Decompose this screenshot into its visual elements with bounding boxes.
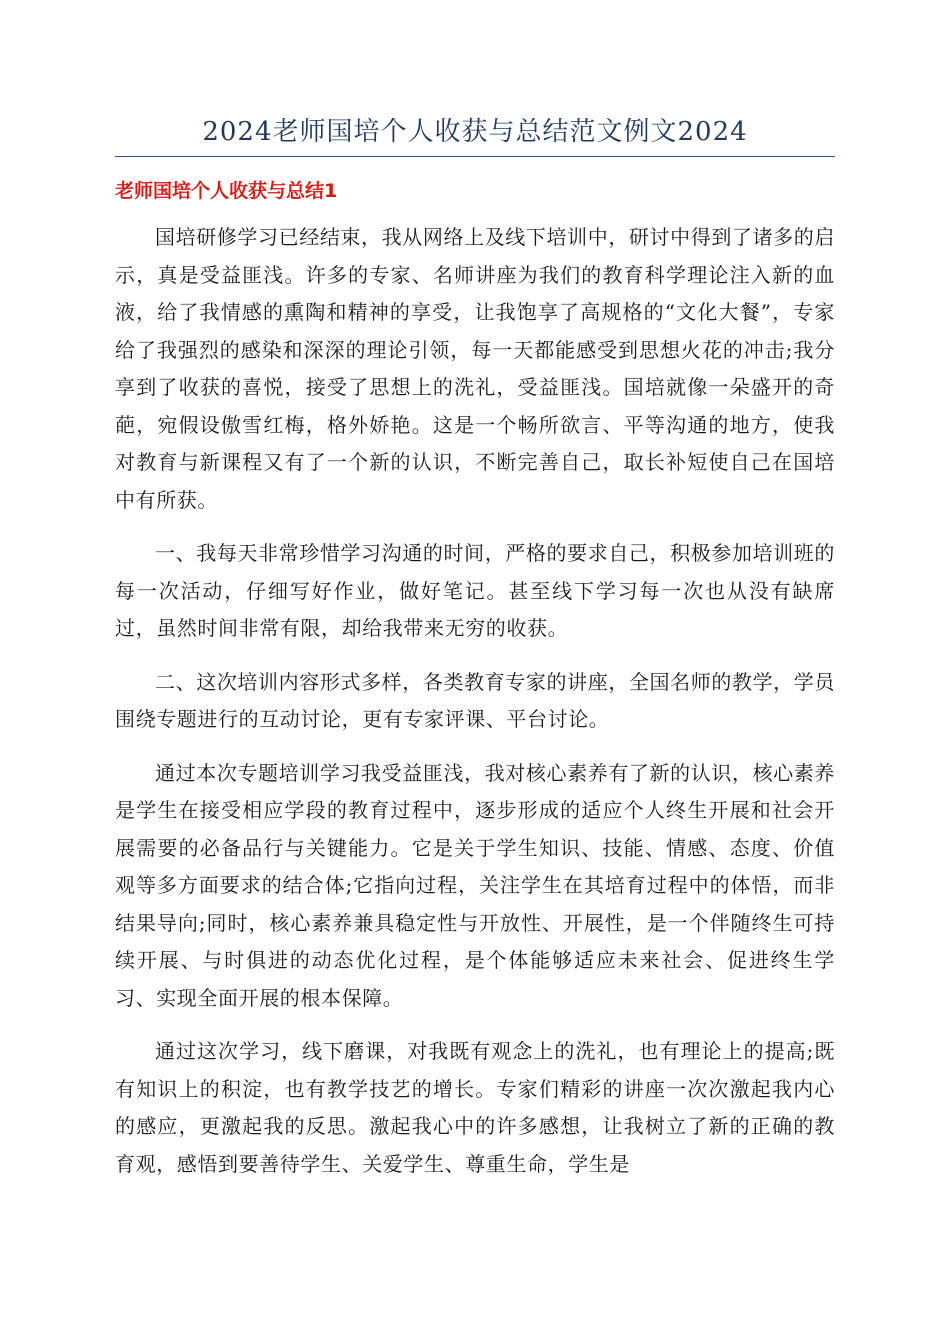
paragraph-5: 通过这次学习，线下磨课，对我既有观念上的洗礼，也有理论上的提高;既有知识上的积淀，也有教学技艺的增长。专家们精彩的讲座一次次激起我内心的感应，更激起我的反思。激起我心中的许多感想，让我树立了新的正确的教育观，感悟到要善待学生、关爱学生、尊重生命，学生是	[115, 1039, 835, 1176]
paragraph-2: 一、我每天非常珍惜学习沟通的时间，严格的要求自己，积极参加培训班的每一次活动，仔细写好作业，做好笔记。甚至线下学习每一次也从没有缺席过，虽然时间非常有限，却给我带来无穷的收获。	[115, 541, 835, 640]
paragraph-4: 通过本次专题培训学习我受益匪浅，我对核心素养有了新的认识，核心素养是学生在接受相应学段的教育过程中，逐步形成的适应个人终生开展和社会开展需要的必备品行与关键能力。它是关于学生知识、技能、情感、态度、价值观等多方面要求的结合体;它指向过程，关注学生在其培育过程中的体悟，而非结果导向;同时，核心素养兼具稳定性与开放性、开展性，是一个伴随终生可持续开展、与时俱进的动态优化过程，是个体能够适应未来社会、促进终生学习、实现全面开展的根本保障。	[115, 760, 835, 1010]
document-page	[115, 110, 835, 1199]
document-title: 2024老师国培个人收获与总结范文例文2024	[202, 117, 748, 147]
title-underline	[115, 156, 835, 157]
paragraph-1: 国培研修学习已经结束，我从网络上及线下培训中，研讨中得到了诸多的启示，真是受益匪浅。许多的专家、名师讲座为我们的教育科学理论注入新的血液，给了我情感的熏陶和精神的享受，让我饱享了高规格的“文化大餐”，专家给了我强烈的感染和深深的理论引领，每一天都能感受到思想火花的冲击;我分享到了收获的喜悦，接受了思想上的洗礼，受益匪浅。国培就像一朵盛开的奇葩，宛假设傲雪红梅，格外娇艳。这是一个畅所欲言、平等沟通的地方，使我对教育与新课程又有了一个新的认识，不断完善自己，取长补短使自己在国培中有所获。	[115, 225, 835, 512]
section-heading: 老师国培个人收获与总结1	[115, 180, 338, 202]
paragraph-3: 二、这次培训内容形式多样，各类教育专家的讲座，全国名师的教学，学员围绕专题进行的互动讨论，更有专家评课、平台讨论。	[115, 669, 835, 731]
